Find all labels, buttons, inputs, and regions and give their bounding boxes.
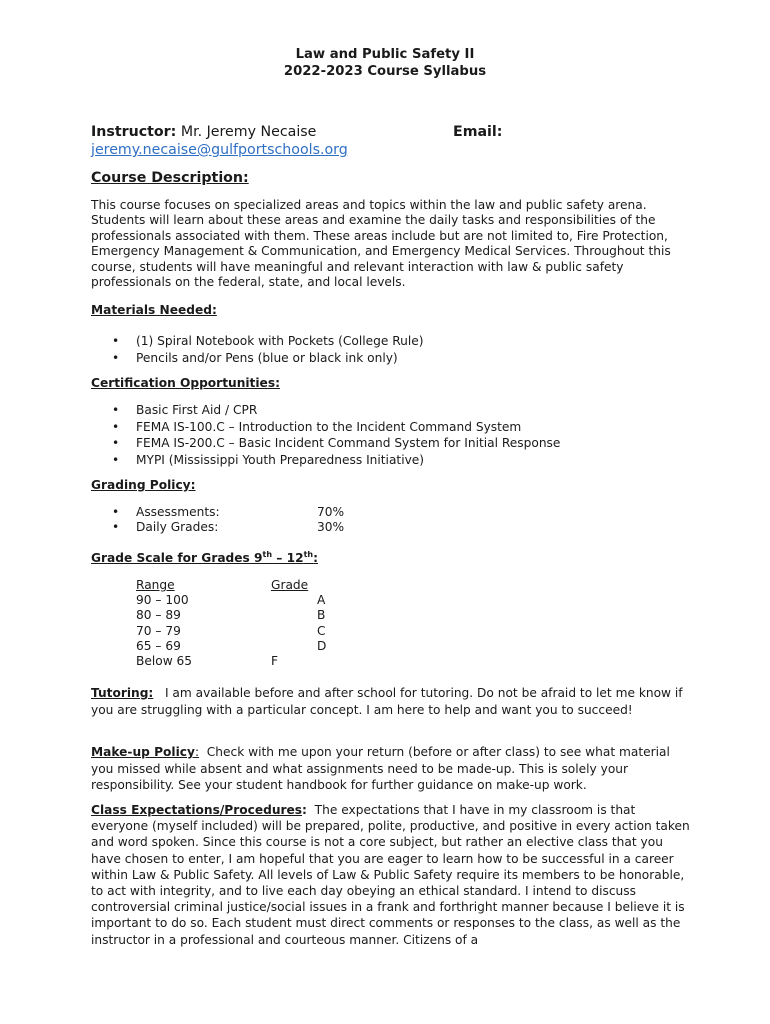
instructor-email-link[interactable]: jeremy.necaise@gulfportschools.org — [91, 142, 348, 158]
materials-list — [112, 333, 423, 366]
tutoring-text: I am available before and after school for tutoring. Do not be afraid to let me know if you are struggling with a particular concept. I am here to help and want you to succeed! — [91, 686, 683, 717]
syllabus-page: Law and Public Safety II 2022-2023 Course Syllabus Instructor: Mr. Jeremy Necaise Email: jeremy.necaise@gulfportschools.org Course Description: This course focuses on specialized areas and topics within the law and public safety arena. Students will learn about these areas and examine the daily tasks and responsibilities of the professionals associated with them. These areas include but are not limited to, Fire Protection, Emergency Management & Communication, and Emergency Medical Services. Throughout this course, students will have meaningful and relevant interaction with law & public safety professionals on the federal, state, and local levels. Materials Needed: • (1) Spiral Notebook with Pockets (College Rule) • Pencils and/or Pens (blue or black ink only) Certification Opportunities: • Basic First Aid / CPR • FEMA IS-100.C – Introduction to the Incident Command System • FEMA IS-200.C – Basic Incident Command System for Initial Response • MYPI (Mississippi Youth Preparedness Initiative) Grading Policy: • Assessments: 70% • Daily Grades: 30% Grade Scale for Grades 9th – 12th: Range Grade 90 – 100 A 80 – 89 B 70 – 79 C 65 – 69 D Below 65 F Tutoring: I am available before and after school for tutoring. Do not be afraid to let me know if you are struggling with a particular concept. I am here to help and want you to succeed! Make-up Policy: Check with me upon your return (before or after class) to see what material you missed while absent and what assignments need to be made-up. This is solely your responsibility. See your student handbook for further guidance on make-up work. Class Expectations/Procedures: The expectations that I have in my classroom is that everyone (myself included) will be prepared, polite, productive, and positive in every action taken and word spoken. Since this course is not a core subject, but rather an elective class that you have chosen to enter, I am hopeful that you are eager to learn how to be successful in a career within Law & Public Safety. All levels of Law & Public Safety require its members to be honorable, to act with integrity, and to live each day obeying an ethical standard. I intend to discuss controversial criminal justice/social issues in a frank and forthright manner because I believe it is important to do so. Each student must direct comments or responses to the class, as well as the instructor in a professional and courteous manner. Citizens of a — [0, 0, 770, 1024]
expectations-text: The expectations that I have in my classroom is that everyone (myself included) will be prepared, polite, productive, and positive in every action taken and word spoken. Since this course is not a core subject, but rather an elective class that you have chosen to enter, I am hopeful that you are eager to learn how to be successful in a career within Law & Public Safety. All levels of Law & Public Safety require its members to be honorable, to act with integrity, and to live each day obeying an ethical standard. I intend to discuss controversial criminal justice/social issues in a frank and forthright manner because I believe it is important to do so. Each student must direct comments or responses to the class, as well as the instructor in a professional and courteous manner. Citizens of a — [91, 803, 690, 947]
list-item: • FEMA IS-200.C – Basic Incident Command System for Initial Response — [112, 435, 560, 452]
instructor-name: Mr. Jeremy Necaise — [180, 124, 317, 140]
list-item: • MYPI (Mississippi Youth Preparedness Initiative) — [112, 452, 560, 469]
certification-list — [112, 402, 560, 468]
grading-value: 30% — [317, 520, 345, 535]
document-subtitle: 2022-2023 Course Syllabus — [283, 64, 487, 79]
tutoring-heading: Tutoring: — [91, 686, 154, 700]
materials-heading: Materials Needed: — [91, 303, 217, 317]
instructor-label: Instructor: — [91, 124, 177, 140]
document-title: Law and Public Safety II — [295, 47, 475, 62]
list-item: • Basic First Aid / CPR — [112, 402, 560, 419]
certification-heading: Certification Opportunities: — [91, 376, 280, 390]
email-label: Email: — [453, 124, 503, 140]
grading-value: 70% — [317, 505, 345, 519]
grading-heading: Grading Policy: — [91, 478, 196, 492]
list-item: • FEMA IS-100.C – Introduction to the Incident Command System — [112, 419, 560, 436]
grade-scale-heading: Grade Scale for Grades 9th – 12th: — [91, 549, 319, 565]
expectations-heading: Class Expectations/Procedures — [91, 803, 303, 817]
expectations-section: Class Expectations/Procedures: The expectations that I have in my classroom is that everyone (myself included) will be prepared, polite, productive, and positive in every action taken and word spoken. Since this course is not a core subject, but rather an elective class that you have chosen to enter, I am hopeful that you are eager to learn how to be successful in a career within Law & Public Safety. All levels of Law & Public Safety require its members to be honorable, to act with integrity, and to live each day obeying an ethical standard. I intend to discuss controversial criminal justice/social issues in a frank and forthright manner because I believe it is important to do so. Each student must direct comments or responses to the class, as well as the instructor in a professional and courteous manner. Citizens of a — [91, 803, 690, 947]
range-column-header: Range — [136, 578, 175, 592]
makeup-heading: Make-up Policy — [91, 745, 195, 759]
list-item: • (1) Spiral Notebook with Pockets (College Rule) — [112, 333, 423, 350]
instructor-line — [91, 124, 316, 140]
grading-label: Assessments: — [136, 505, 220, 519]
course-description-text: This course focuses on specialized areas and topics within the law and public safety arena. Students will learn about these areas and examine the daily tasks and responsibilities of the professionals associated with them. These areas include but are not limited to, Fire Protection, Emergency Management & Communication, and Emergency Medical Services. Throughout this course, students will have meaningful and relevant interaction with law & public safety professionals on the federal, state, and local levels. — [91, 198, 671, 290]
grade-column-header: Grade — [271, 578, 309, 592]
grading-list — [112, 505, 345, 535]
list-item — [112, 520, 345, 535]
makeup-text: Check with me upon your return (before or after class) to see what material you missed while absent and what assignments need to be made-up. This is solely your responsibility. See your student handbook for further guidance on make-up work. — [91, 745, 670, 792]
tutoring-section — [91, 685, 691, 718]
list-item — [112, 505, 345, 520]
list-item: • Pencils and/or Pens (blue or black ink only) — [112, 350, 423, 367]
course-description-heading: Course Description: — [91, 170, 249, 186]
makeup-section: Make-up Policy: Check with me upon your return (before or after class) to see what material you missed while absent and what assignments need to be made-up. This is solely your responsibility. See your student handbook for further guidance on make-up work. — [91, 745, 670, 792]
grading-label: Daily Grades: — [136, 520, 219, 535]
